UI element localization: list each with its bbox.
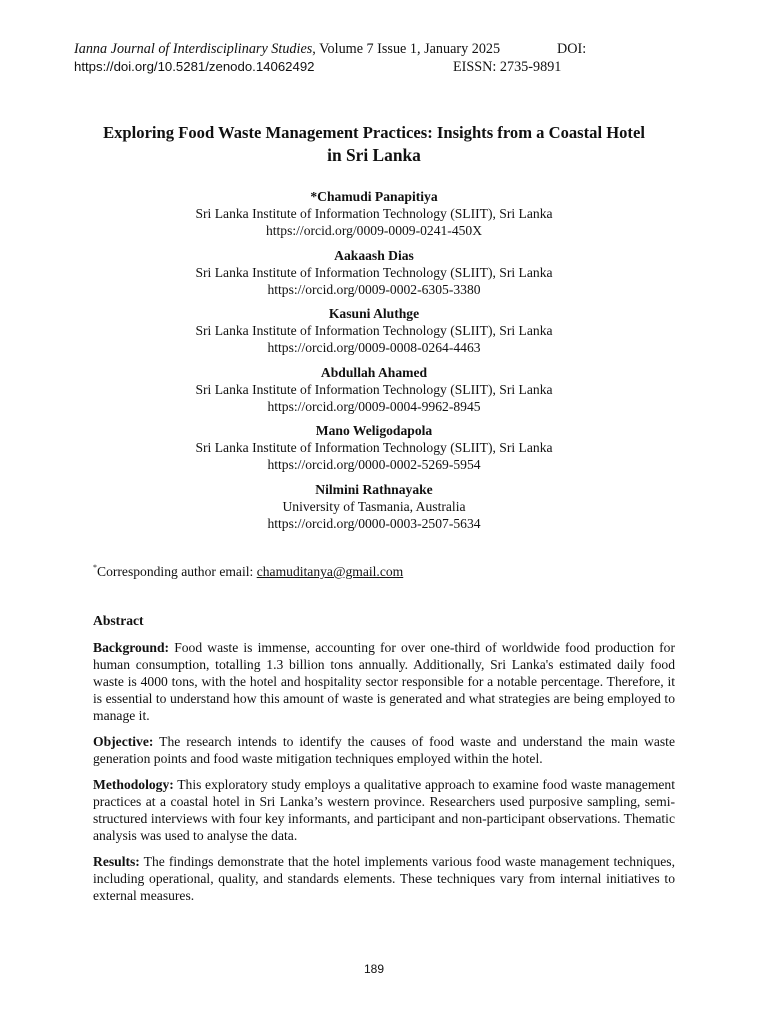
section-label: Background:: [93, 640, 170, 655]
section-text: The findings demonstrate that the hotel implements various food waste management techniques, including operational, quality, and standards elements. These techniques vary from internal initiatives to external measures.: [93, 854, 675, 903]
eissn: EISSN: 2735-9891: [453, 59, 562, 75]
author-name: Mano Weligodapola: [315, 423, 433, 439]
author-name: Aakaash Dias: [334, 247, 414, 263]
author-orcid[interactable]: https://orcid.org/0000-0003-2507-5634: [267, 515, 481, 531]
issue-info: , Volume 7 Issue 1, January 2025: [312, 41, 501, 57]
title-line-1: Exploring Food Waste Management Practices: Insights from a Coastal Hotel: [103, 123, 645, 142]
header-line-2: [74, 58, 694, 76]
abstract-background: [93, 639, 675, 724]
author-orcid[interactable]: https://orcid.org/0009-0002-6305-3380: [267, 281, 481, 297]
abstract-heading: Abstract: [93, 613, 144, 628]
abstract-results: [93, 853, 675, 904]
corresponding-author-note: [93, 559, 403, 580]
author-affiliation: Sri Lanka Institute of Information Technology (SLIIT), Sri Lanka: [195, 206, 553, 221]
journal-name: Ianna Journal of Interdisciplinary Studies: [74, 41, 313, 57]
author-affiliation: Sri Lanka Institute of Information Technology (SLIIT), Sri Lanka: [195, 323, 553, 339]
author-name: Kasuni Aluthge: [328, 306, 420, 322]
author-block: [94, 247, 654, 298]
author-orcid[interactable]: https://orcid.org/0009-0008-0264-4463: [267, 340, 481, 356]
author-name: Abdullah Ahamed: [320, 364, 428, 380]
section-text: The research intends to identify the causes of food waste and understand the main waste generation points and food waste mitigation techniques employed within the hotel.: [93, 734, 675, 766]
author-block: [94, 188, 654, 239]
section-label: Results:: [93, 854, 140, 869]
author-affiliation: University of Tasmania, Australia: [282, 498, 466, 514]
author-orcid[interactable]: https://orcid.org/0000-0002-5269-5954: [267, 457, 481, 473]
author-block: [94, 305, 654, 356]
doi-label: DOI:: [557, 41, 587, 57]
title-line-2: in Sri Lanka: [327, 145, 421, 165]
author-block: [94, 481, 654, 532]
author-list: [94, 188, 654, 540]
page-number: 189: [363, 962, 385, 976]
author-orcid[interactable]: https://orcid.org/0009-0009-0241-450X: [265, 223, 483, 238]
author-block: [94, 422, 654, 473]
header-line-1: [74, 40, 694, 58]
abstract-objective: [93, 733, 675, 767]
author-orcid[interactable]: https://orcid.org/0009-0004-9962-8945: [267, 398, 481, 414]
abstract-methodology: [93, 776, 675, 844]
section-label: Objective:: [93, 734, 154, 749]
paper-title: [60, 122, 688, 166]
abstract-section: [93, 612, 675, 913]
section-text: This exploratory study employs a qualitative approach to examine food waste management practices at a coastal hotel in Sri Lanka’s western province. Researchers used purposive sampling, semi-structured interviews with four key informants, and participant and non-participant observations. Thematic analysis was used to analyse the data.: [93, 777, 675, 843]
author-affiliation: Sri Lanka Institute of Information Technology (SLIIT), Sri Lanka: [195, 440, 553, 456]
corresponding-email-link[interactable]: chamuditanya@gmail.com: [256, 564, 404, 579]
author-name: Nilmini Rathnayake: [315, 481, 433, 497]
corresponding-label: Corresponding author email:: [97, 564, 257, 579]
author-block: [94, 364, 654, 415]
section-label: Methodology:: [93, 777, 174, 792]
author-name: *Chamudi Panapitiya: [310, 189, 438, 204]
author-affiliation: Sri Lanka Institute of Information Technology (SLIIT), Sri Lanka: [195, 264, 553, 280]
doi-link[interactable]: https://doi.org/10.5281/zenodo.14062492: [74, 59, 315, 74]
corresponding-marker: *: [93, 563, 97, 572]
journal-header: [74, 40, 694, 76]
author-affiliation: Sri Lanka Institute of Information Technology (SLIIT), Sri Lanka: [195, 381, 553, 397]
section-text: Food waste is immense, accounting for over one-third of worldwide food production for human consumption, totalling 1.3 billion tons annually. Additionally, Sri Lanka's estimated daily food waste is 4000 tons, with the hotel and hospitality sector responsible for a notable percentage. Therefore, it is essential to understand how this amount of waste is generated and what strategies are being employed to manage it.: [93, 640, 675, 723]
